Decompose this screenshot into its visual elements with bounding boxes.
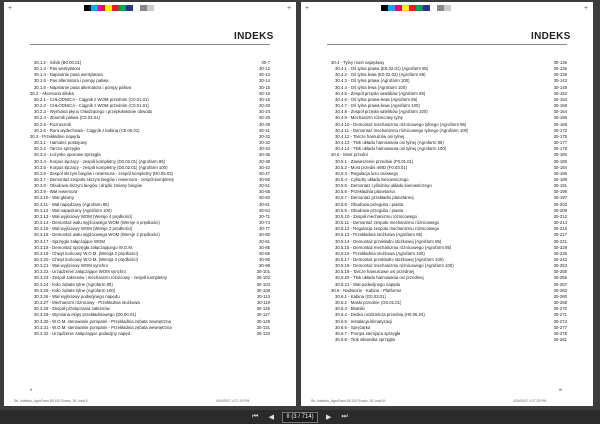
toc-entry-page: 30-71 bbox=[259, 213, 270, 219]
toc-entry-title: 30.1.6 - Napinanie pasa alternatora i pompy paliwa bbox=[34, 84, 131, 90]
toc-entry-title: 30.1.4 - Napinanie pasa wentylatora bbox=[34, 72, 103, 78]
toc-entry-title: 30.3 - Przekładnie napędu bbox=[30, 133, 81, 139]
toc-entry-page: 30-56 bbox=[259, 189, 270, 195]
toc-entry-page: 30-13 bbox=[259, 72, 270, 78]
toc-entry-page: 30-127 bbox=[256, 312, 270, 318]
toc-entry-page: 30-15 bbox=[259, 84, 270, 90]
toc-entry-page: 30-260 bbox=[553, 287, 567, 293]
toc-entry-title: 30.3.30 - W.O.M. sterowanie pompami - Przekładnia zębata zewnętrzna bbox=[34, 318, 171, 324]
toc-entry-page: 30-186 bbox=[553, 170, 567, 176]
toc-entry-title: 30.5.21 - Wał podwójnego napędu bbox=[335, 281, 401, 287]
color-swatch bbox=[140, 5, 147, 11]
print-footer: Str. Indeksu_AgroFarm 85 100 Rozdz. 30 .indd II bbox=[14, 399, 88, 403]
toc-entry-title: 30.4.7 - Oś tylna prawa-lewa (Agrofarm 100) bbox=[335, 103, 420, 109]
toc-entry-title: 30.5.17 - Demontaż przekładni stożkowej (Agrofarm 100) bbox=[335, 257, 444, 262]
toc-entry-title: 30.3.6 - Zespół skrzyni biegów i rewersora - zespół kompletny (D0.06.03) bbox=[34, 170, 173, 176]
print-timestamp: 4/04/2007 4:27:29 PM bbox=[216, 399, 250, 403]
toc-entry-page: 30-277 bbox=[553, 324, 567, 330]
toc-entry-page: 30-12 bbox=[259, 66, 270, 72]
toc-entry-title: 30.5.19 - Tarcze hamulcowe osi przedniej bbox=[335, 269, 414, 275]
toc-entry-page: 30-74 bbox=[259, 220, 270, 226]
skip-first-icon: ⏮ bbox=[252, 413, 259, 420]
toc-entry[interactable] bbox=[331, 337, 567, 343]
toc-entry-title: 30.5.8 - Obudowa przegubu i piasta bbox=[335, 201, 404, 207]
toc-entry-page: 30-179 bbox=[553, 146, 567, 152]
toc-entry-title: 30.1.2 - Silnik (B0.00.01) bbox=[34, 60, 82, 65]
toc-entry-title: 30.3.2 - Tarcze sprzęgła bbox=[34, 146, 80, 152]
toc-entry-page: 30-36 bbox=[259, 152, 270, 158]
toc-entry-page: 30-270 bbox=[553, 306, 567, 312]
color-swatch bbox=[133, 5, 140, 11]
toc-entry-page: 30-243 bbox=[553, 257, 567, 262]
toc-entry-title: 30.4 - Tylny most napędowy bbox=[331, 60, 385, 65]
color-swatch bbox=[402, 5, 409, 11]
toc-entry-title: 30.4.6 - Oś tylna prawa-lewa (Agrofarm 85) bbox=[335, 96, 418, 102]
toc-entry-title: 30.4.3 - Oś tylna prawa (Agrofarm 100) bbox=[335, 78, 410, 84]
toc-entry-title: 30.4.11 - Demontaż mechanizmu różnicowego tylnego (Agrofarm 100) bbox=[335, 127, 469, 133]
toc-entry-title: 30.3.15 - Wał wyjściowy WOM (Wersje 2 prędkości) bbox=[34, 226, 133, 232]
toc-entry-title: 30.3.22 - Urządzenie załączające WOM synchro bbox=[34, 269, 126, 275]
color-swatch bbox=[437, 5, 444, 11]
toc-entry-page: 30-215 bbox=[553, 226, 567, 232]
toc-entry-page: 30-256 bbox=[553, 275, 567, 281]
toc-entry-title: 30.3.5 - Korpus łączący - zespół kompletny (D0.02.01) (Agrofarm 100) bbox=[34, 164, 168, 170]
toc-entry-title: 30.5.1 - Zawieszenie przednie (F0.01.01) bbox=[335, 158, 414, 164]
toc-entry-title: 30.5.12 - Regulacja zespołu mechanizmu różnicowego bbox=[335, 226, 440, 232]
toc-entry-page: 30-228 bbox=[553, 244, 567, 250]
toc-entry[interactable] bbox=[30, 331, 270, 337]
toc-entry-title: 30.3.9 - Wał rewersora bbox=[34, 189, 78, 195]
toc-entry-title: 30.1.3 - Pas wentylatora bbox=[34, 66, 81, 72]
toc-entry-title: 30.5.5 - Demontaż cylindrów układu kierowniczego bbox=[335, 183, 432, 189]
toc-entry-title: 30.6 - Nadwozie - Kabina - Platforma bbox=[331, 287, 402, 293]
color-swatch bbox=[395, 5, 402, 11]
toc-entry-title: 30.2.6 - Rura wydechowa - Ciągnik z kabiną (C0.06.01) bbox=[34, 127, 140, 133]
toc-entry-title: 30.5.9 - Obudowa przegubu i piasta bbox=[335, 207, 404, 213]
color-swatch bbox=[409, 5, 416, 11]
toc-entry-title: 30.2.1 - CHŁODNICA - Ciągnik z WOM przednim (C0.01.01) bbox=[34, 96, 149, 102]
toc-entry-page: 30-148 bbox=[553, 84, 567, 90]
toc-entry-page: 30-154 bbox=[553, 96, 567, 102]
toc-entry-page: 30-136 bbox=[553, 66, 567, 72]
color-swatch bbox=[112, 5, 119, 11]
toc-entry-title: 30.3.18 - Demontaż sprzęgła załączającego W.O.M. bbox=[34, 244, 134, 250]
toc-entry-title: 30.6.6 - Sprężarka bbox=[335, 324, 371, 330]
toc-entry-page: 30-119 bbox=[256, 300, 270, 306]
toc-entry-page: 30-169 bbox=[553, 121, 567, 127]
toc-entry-title: 30.5.2 - Most przedni 4WD (F0.03.01) bbox=[335, 164, 408, 170]
toc-entry-page: 30-184 bbox=[553, 164, 567, 170]
toc-entry-title: 30.4.8 - Zespół przęsła satelików (Agrofarm 100) bbox=[335, 109, 428, 115]
right-page bbox=[301, 2, 593, 406]
page-number: III bbox=[559, 387, 563, 392]
toc-entry-page: 30-42 bbox=[259, 164, 270, 170]
toc-entry-page: 30-26 bbox=[259, 115, 270, 121]
toc-entry-title: 30.3.29 - Wymiana ekipy przekładniowego (D0.00.01) bbox=[34, 312, 137, 318]
toc-entry-title: 30.5.13 - Przekładnia stożkowa (Agrofarm 85) bbox=[335, 232, 423, 238]
toc-entry-title: 30.4.4 - Oś tylna lewa (Agrofarm 100) bbox=[335, 84, 407, 90]
print-timestamp: 4/04/2007 4:27:29 PM bbox=[513, 399, 547, 403]
previous-icon: ◀ bbox=[268, 414, 274, 421]
toc-entry-page: 30-172 bbox=[553, 127, 567, 133]
toc-entry-page: 30-80 bbox=[259, 232, 270, 238]
toc-entry-title: 30.2.2 - CHŁODNICA - Ciągnik z WOM przednim (C0.01.01) bbox=[34, 103, 149, 109]
toc-entry-title: 30.5.3 - Regulacja luzu osiowego bbox=[335, 170, 399, 176]
toc-entry-page: 30-32 bbox=[259, 140, 270, 146]
toc-entry-page: 30-101 bbox=[256, 269, 270, 275]
last-page-button[interactable] bbox=[340, 412, 350, 422]
toc-entry-title: 30.3.21 - Wał wyjściowy WOM synchro bbox=[34, 263, 109, 269]
toc-entry-title: 30.5.7 - Demontaż przekładni planetarnej bbox=[335, 195, 414, 201]
toc-entry-page: 30-195 bbox=[553, 189, 567, 195]
toc-entry-title: 30.6.8 - Tłok siłownika sprzęgła bbox=[335, 337, 395, 343]
toc-entry-page: 30-177 bbox=[553, 140, 567, 146]
color-swatch bbox=[84, 5, 91, 11]
toc-entry-title: 30.3.19 - Chwyt końcowy W.O.M. (Wersja 2 prędkości) bbox=[34, 250, 139, 256]
toc-entry-page: 30-50 bbox=[259, 176, 270, 182]
toc-entry-page: 30-253 bbox=[553, 263, 567, 269]
toc-entry-page: 30-32 bbox=[259, 133, 270, 139]
toc-entry-page: 30-197 bbox=[553, 195, 567, 201]
toc-entry-title: 30.3.24 - Koło zębate tylne (Agrofarm 85) bbox=[34, 281, 113, 287]
color-swatch bbox=[430, 5, 437, 11]
page-title: INDEKS bbox=[531, 31, 571, 42]
toc-entry-title: 30.5.16 - Przekładnia stożkowa (Agrofarm 100) bbox=[335, 250, 425, 256]
toc-entry-title: 30.6.7 - Pompa sterująca sprzęgła bbox=[335, 330, 401, 336]
toc-entry-title: 30.4.12 - Tarcze hamulców osi tylnej bbox=[335, 133, 405, 139]
toc-entry-page: 30-281 bbox=[553, 337, 567, 343]
toc-entry-page: 30-255 bbox=[553, 269, 567, 275]
toc-entry-page: 30-152 bbox=[553, 90, 567, 96]
toc-entry-title: 30.2.4 - Zbiornik paliwa (C0.03.01) bbox=[34, 115, 100, 121]
crop-mark-icon: + bbox=[8, 5, 13, 12]
color-swatch bbox=[105, 5, 112, 11]
toc-entry-page: 30-180 bbox=[553, 152, 567, 158]
toc-entry-page: 30-108 bbox=[256, 287, 270, 293]
toc-entry-title: 30.4.5 - Zespół przęsła satelików (Agrofarm 85) bbox=[335, 90, 426, 96]
toc-entry-title: 30.5.4 - Cylindry układu kierowniczego bbox=[335, 176, 409, 182]
toc-entry-title: 30.5.20 - Tłok układu hamowania osi przedniej bbox=[335, 275, 424, 281]
toc-entry-page: 30-86 bbox=[259, 250, 270, 256]
toc-entry-title: 30.3.7 - Demontaż zespołu skrzyni biegów i rewersora - zespół kompletny bbox=[34, 176, 175, 182]
toc-entry-title: 30.4.1 - Oś tylna prawa (E0.02.01) (Agrofarm 85) bbox=[335, 66, 429, 72]
header-divider bbox=[30, 44, 270, 45]
toc-entry-page: 30-260 bbox=[553, 293, 567, 299]
toc-entry-page: 30-180 bbox=[553, 158, 567, 164]
toc-entry-page: 30-64 bbox=[259, 207, 270, 213]
toc-entry-title: 30.3.13 - Wał wyjściowy WOM (Wersje 4 prędkości) bbox=[34, 213, 133, 219]
toc-entry-title: 30.6.1 - Kabina (G0.03.01) bbox=[335, 293, 386, 299]
toc-entry-page: 30-129 bbox=[256, 318, 270, 324]
toc-entry-title: 30.1.5 - Pas alternatora i pompy paliwa bbox=[34, 78, 109, 84]
toc-entry-page: 30-217 bbox=[553, 232, 567, 238]
color-registration-marks bbox=[84, 5, 154, 11]
toc-entry-page: 30-209 bbox=[553, 207, 567, 213]
toc-entry-title: 30.2.5 - Rozrusznik bbox=[34, 121, 72, 127]
toc-entry-page: 30-113 bbox=[256, 293, 270, 299]
toc-entry-title: 30.3.32 - Urządzenie załączające podwójny napęd bbox=[34, 330, 131, 336]
toc-entry-page: 30-164 bbox=[553, 109, 567, 115]
print-footer: Str. Indeksu_AgroFarm 85 100 Rozdz. 30 .indd III bbox=[311, 399, 386, 403]
next-page-button[interactable] bbox=[324, 412, 334, 422]
toc-entry-title: 30.3.3 - Łożysko oporowe sprzęgła bbox=[34, 152, 101, 158]
toc-entry-page: 30-136 bbox=[553, 60, 567, 65]
toc-entry-page: 30-31 bbox=[259, 127, 270, 133]
toc-entry-page: 30-274 bbox=[553, 318, 567, 324]
page-number: II bbox=[30, 387, 33, 392]
toc-entry-title: 30.3.12 - Wał napędzany (Agrofarm 100) bbox=[34, 207, 112, 213]
color-swatch bbox=[416, 5, 423, 11]
crop-mark-icon: + bbox=[305, 5, 310, 12]
toc-entry-page: 30-81 bbox=[259, 238, 270, 244]
toc-entry-page: 30-7 bbox=[261, 60, 270, 65]
toc-entry-page: 30-98 bbox=[259, 263, 270, 269]
page-title: INDEKS bbox=[234, 31, 274, 42]
toc-entry-title: 30.5.6 - Przekładnia planetarna bbox=[335, 189, 395, 195]
toc-entry-page: 30-268 bbox=[553, 300, 567, 306]
toc-entry-page: 30-139 bbox=[553, 72, 567, 78]
toc-entry-page: 30-236 bbox=[553, 250, 567, 256]
toc-entry-page: 30-271 bbox=[553, 312, 567, 318]
toc-entry-page: 30-51 bbox=[259, 183, 270, 189]
toc-entry-page: 30-166 bbox=[553, 115, 567, 121]
toc-entry-page: 30-191 bbox=[553, 183, 567, 189]
toc-entry-title: 30.3.14 - Demontaż wału wyjściowego WOM (Wersje 4 prędkości) bbox=[34, 220, 160, 226]
toc-entry-page: 30-61 bbox=[259, 201, 270, 207]
toc-entry-title: 30.3.10 - Wał główny bbox=[34, 195, 74, 201]
toc-entry-page: 30-20 bbox=[259, 103, 270, 109]
toc-entry-page: 30-203 bbox=[553, 201, 567, 207]
toc-entry-page: 30-90 bbox=[259, 257, 270, 262]
toc-entry-page: 30-257 bbox=[553, 281, 567, 287]
toc-entry-title: 30.5.11 - Demontaż zespołu mechanizmu różnicowego bbox=[335, 220, 440, 226]
toc-entry-title: 30.3.4 - Korpus łączący - zespół kompletny (D0.02.01) (Agrofarm 85) bbox=[34, 158, 166, 164]
toc-entry-page: 30-14 bbox=[259, 78, 270, 84]
toc-entry-title: 30.2.3 - Wymiana płynu chłodzącego i przepłukiwanie obwodu bbox=[34, 109, 153, 115]
toc-entry-title: 30.6.4 - Deska rozdzielcza przednia (H0.06.04) bbox=[335, 312, 425, 318]
toc-entry-title: 30.3.25 - Koło zębate tylne (Agrofarm 100) bbox=[34, 287, 116, 293]
toc-entry-title: 30.6.5 - Instalacja klimatyzacji bbox=[335, 318, 393, 324]
toc-entry-title: 30.4.10 - Demontaż mechanizmu różnicowego tylnego (Agrofarm 85) bbox=[335, 121, 467, 127]
header-divider bbox=[327, 44, 567, 45]
toc-entry-page: 30-189 bbox=[553, 176, 567, 182]
toc-entry-title: 30.4.13 - Tłok układu hamowania osi tylnej (Agrofarm 85) bbox=[335, 140, 444, 146]
toc-entry-page: 30-47 bbox=[259, 170, 270, 176]
toc-entry-title: 30.3.8 - Obudowa skrzyni biegów i drążki zmiany biegów bbox=[34, 183, 142, 189]
crop-mark-icon: + bbox=[584, 5, 589, 12]
toc-list bbox=[331, 60, 567, 343]
toc-entry-page: 30-102 bbox=[256, 275, 270, 281]
skip-last-icon: ⏭ bbox=[341, 413, 348, 420]
toc-entry-title: 30.3.27 - Mechanizm różnicowy - Przekładnia stożkowa bbox=[34, 300, 140, 306]
toc-entry-title: 30.3.23 - Zespół zakresów i mechanizm różnicowy - zespół kompletny bbox=[34, 275, 168, 281]
toc-entry-title: 30.3.1 - Hamulec postojowy bbox=[34, 140, 88, 146]
toc-entry-title: 30.4.9 - Mechanizm różnicowy tylny bbox=[335, 115, 404, 121]
viewer-toolbar bbox=[0, 410, 600, 424]
toc-entry-page: 30-103 bbox=[256, 281, 270, 287]
toc-entry-page: 30-278 bbox=[553, 330, 567, 336]
toc-entry-title: 30.5.10 - Zespół mechanizmu różnicowego bbox=[335, 213, 417, 219]
toc-entry-title: 30.3.11 - Wał napędzany (Agrofarm 85) bbox=[34, 201, 109, 207]
color-swatch bbox=[388, 5, 395, 11]
toc-entry-title: 30.6.2 - Maski przednie (G0.01.01) bbox=[335, 300, 402, 306]
toc-entry-title: 30.3.17 - Sprzęgło załączające WOM bbox=[34, 238, 105, 244]
toc-entry-page: 30-221 bbox=[553, 238, 567, 244]
crop-mark-icon: + bbox=[287, 5, 292, 12]
toc-entry-page: 30-133 bbox=[256, 330, 270, 336]
toc-entry-title: 30.2 - Akcesoria silnika bbox=[30, 90, 74, 96]
toc-entry-title: 30.4.14 - Tłok układu hamowania osi tylnej (Agrofarm 100) bbox=[335, 146, 447, 152]
toc-entry-title: 30.3.28 - Zespół przełączania zakresów bbox=[34, 306, 110, 312]
color-swatch bbox=[381, 5, 388, 11]
toc-entry-title: 30.3.31 - W.O.M. sterowanie pompami - Przekładnia zębata wewnętrzna bbox=[34, 324, 172, 330]
toc-entry-page: 30-125 bbox=[256, 306, 270, 312]
toc-entry-title: 30.3.20 - Chwyt końcowy W.O.M. (Wersja 4 prędkości) bbox=[34, 257, 139, 262]
toc-entry-page: 30-60 bbox=[259, 195, 270, 201]
toc-entry-page: 30-214 bbox=[553, 220, 567, 226]
toc-entry-title: 30.5 - Most przedni bbox=[331, 152, 368, 158]
page-indicator-input[interactable]: II (3 / 714) bbox=[282, 412, 317, 423]
toc-list bbox=[30, 60, 270, 337]
toc-entry-page: 30-175 bbox=[553, 133, 567, 139]
toc-entry-page: 30-16 bbox=[259, 90, 270, 96]
toc-entry-title: 30.6.3 - Błotniki bbox=[335, 306, 365, 312]
toc-entry-title: 30.3.16 - Demontaż wału wyjściowego WOM (Wersje 2 prędkości) bbox=[34, 232, 160, 238]
toc-entry-title: 30.5.14 - Demontaż przekładni stożkowej (Agrofarm 85) bbox=[335, 238, 442, 244]
color-registration-marks bbox=[381, 5, 451, 11]
color-swatch bbox=[423, 5, 430, 11]
color-swatch bbox=[126, 5, 133, 11]
toc-entry-page: 30-29 bbox=[259, 121, 270, 127]
toc-entry-page: 30-38 bbox=[259, 158, 270, 164]
toc-entry-title: 30.5.18 - Demontaż mechanizmu różnicowego (Agrofarm 100) bbox=[335, 263, 454, 269]
first-page-button[interactable] bbox=[250, 412, 260, 422]
toc-entry-page: 30-131 bbox=[256, 324, 270, 330]
previous-page-button[interactable] bbox=[266, 412, 276, 422]
left-page bbox=[4, 2, 296, 406]
color-swatch bbox=[147, 5, 154, 11]
toc-entry-page: 30-143 bbox=[553, 78, 567, 84]
toc-entry-page: 30-77 bbox=[259, 226, 270, 232]
toc-entry-page: 30-158 bbox=[553, 103, 567, 109]
toc-entry-page: 30-24 bbox=[259, 109, 270, 115]
next-icon: ▶ bbox=[325, 414, 332, 421]
color-swatch bbox=[91, 5, 98, 11]
toc-entry-page: 30-212 bbox=[553, 213, 567, 219]
toc-entry-title: 30.3.26 - Wał wyjściowy podwójnego napędu bbox=[34, 293, 120, 299]
color-swatch bbox=[444, 5, 451, 11]
toc-entry-page: 30-34 bbox=[259, 146, 270, 152]
toc-entry-page: 30-16 bbox=[259, 96, 270, 102]
toc-entry-title: 30.4.2 - Oś tylna lewa (E0.02.02) (Agrofarm 85) bbox=[335, 72, 426, 78]
color-swatch bbox=[119, 5, 126, 11]
color-swatch bbox=[98, 5, 105, 11]
toc-entry-title: 30.5.15 - Demontaż mechanizmu różnicowego (Agrofarm 85) bbox=[335, 244, 452, 250]
toc-entry-page: 30-85 bbox=[259, 244, 270, 250]
